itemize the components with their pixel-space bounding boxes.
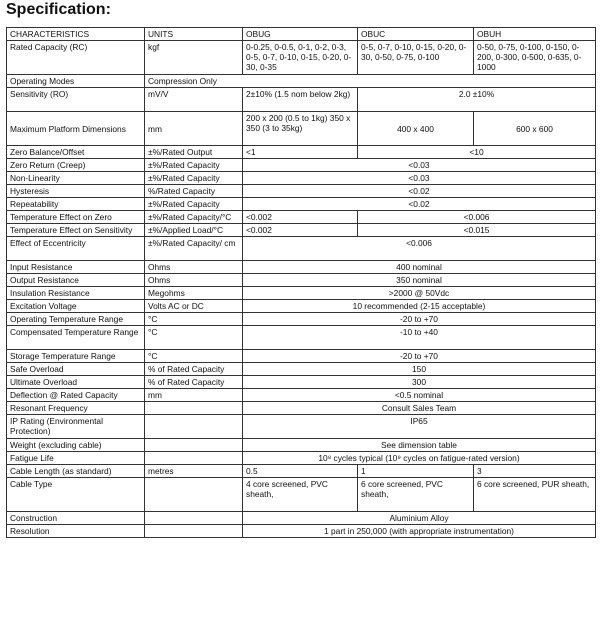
row-label: Weight (excluding cable) (7, 439, 145, 452)
row-value: 350 nominal (243, 274, 596, 287)
row-value: See dimension table (243, 439, 596, 452)
cell-obuh: 6 core screened, PUR sheath, (474, 478, 596, 512)
row-value: 400 nominal (243, 261, 596, 274)
row-unit: % of Rated Capacity (145, 376, 243, 389)
row-unit (145, 402, 243, 415)
row-unit (145, 452, 243, 465)
row-unit: °C (145, 350, 243, 363)
row-label: Temperature Effect on Zero (7, 211, 145, 224)
row-label: Output Resistance (7, 274, 145, 287)
cell-obug: <1 (243, 146, 358, 159)
row-unit: ±%/Rated Capacity (145, 159, 243, 172)
row-value: 150 (243, 363, 596, 376)
row-label: Temperature Effect on Sensitivity (7, 224, 145, 237)
row-value: <0.5 nominal (243, 389, 596, 402)
header-obuh: OBUH (474, 28, 596, 41)
row-unit: ±%/Rated Capacity/ cm (145, 237, 243, 261)
row-label: Maximum Platform Dimensions (7, 112, 145, 146)
cell-obuh: 600 x 600 (474, 112, 596, 146)
header-obug: OBUG (243, 28, 358, 41)
cell-obuc: 0-5, 0-7, 0-10, 0-15, 0-20, 0-30, 0-50, 0-75, 0-100 (358, 41, 474, 75)
row-unit: ±%/Rated Output (145, 146, 243, 159)
row-label: Zero Return (Creep) (7, 159, 145, 172)
cell-obug: <0.002 (243, 224, 358, 237)
row-value: 10⁸ cycles typical (10⁹ cycles on fatigue-rated version) (243, 452, 596, 465)
cell-obug: 0.5 (243, 465, 358, 478)
row-label: Fatigue Life (7, 452, 145, 465)
row-label: Input Resistance (7, 261, 145, 274)
table-row (7, 261, 596, 274)
row-label: Cable Length (as standard) (7, 465, 145, 478)
row-value: -10 to +40 (243, 326, 596, 350)
table-row (7, 172, 596, 185)
cell-obug: 4 core screened, PVC sheath, (243, 478, 358, 512)
row-label: Deflection @ Rated Capacity (7, 389, 145, 402)
row-unit: Ohms (145, 274, 243, 287)
row-label: Ultimate Overload (7, 376, 145, 389)
row-unit: %/Rated Capacity (145, 185, 243, 198)
cell-obuc: 1 (358, 465, 474, 478)
table-row (7, 363, 596, 376)
row-unit (145, 525, 243, 538)
row-label: Compensated Temperature Range (7, 326, 145, 350)
table-row (7, 88, 596, 112)
row-label: Zero Balance/Offset (7, 146, 145, 159)
row-label: Hysteresis (7, 185, 145, 198)
table-row (7, 478, 596, 512)
cell-obug: 2±10% (1.5 nom below 2kg) (243, 88, 358, 112)
cell-obug: <0.002 (243, 211, 358, 224)
table-row (7, 300, 596, 313)
row-value: -20 to +70 (243, 350, 596, 363)
table-row (7, 274, 596, 287)
row-value: Aluminium Alloy (243, 512, 596, 525)
row-label: Cable Type (7, 478, 145, 512)
row-label: Excitation Voltage (7, 300, 145, 313)
row-unit: mV/V (145, 88, 243, 112)
cell-obuc-obuh: <10 (358, 146, 596, 159)
row-label: Effect of Eccentricity (7, 237, 145, 261)
table-row (7, 75, 596, 88)
row-unit: Ohms (145, 261, 243, 274)
row-unit: °C (145, 326, 243, 350)
cell-obug: 200 x 200 (0.5 to 1kg) 350 x 350 (3 to 35kg) (243, 112, 358, 146)
row-unit (145, 512, 243, 525)
table-row (7, 211, 596, 224)
table-row (7, 376, 596, 389)
table-row (7, 185, 596, 198)
row-value: >2000 @ 50Vdc (243, 287, 596, 300)
table-row (7, 389, 596, 402)
table-row (7, 159, 596, 172)
row-label: Insulation Resistance (7, 287, 145, 300)
table-row (7, 525, 596, 538)
table-row (7, 452, 596, 465)
cell-obuc-obuh: <0.015 (358, 224, 596, 237)
header-obuc: OBUC (358, 28, 474, 41)
row-value: <0.006 (243, 237, 596, 261)
table-row (7, 415, 596, 439)
row-value: Consult Sales Team (243, 402, 596, 415)
table-row (7, 402, 596, 415)
row-label: Resonant Frequency (7, 402, 145, 415)
row-unit: ±%/Applied Load/°C (145, 224, 243, 237)
table-row (7, 287, 596, 300)
page-title: Specification: (6, 1, 111, 18)
row-label: IP Rating (Environmental Protection) (7, 415, 145, 439)
cell-obug: 0-0.25, 0-0.5, 0-1, 0-2, 0-3, 0-5, 0-7, 0-10, 0-15, 0-20, 0-30, 0-35 (243, 41, 358, 75)
row-unit: metres (145, 465, 243, 478)
row-label: Repeatability (7, 198, 145, 211)
row-value: <0.02 (243, 185, 596, 198)
table-row (7, 41, 596, 75)
row-unit (145, 439, 243, 452)
table-row (7, 465, 596, 478)
row-unit: Megohms (145, 287, 243, 300)
row-value: Compression Only (145, 75, 596, 88)
table-row (7, 326, 596, 350)
row-unit: kgf (145, 41, 243, 75)
row-unit: Volts AC or DC (145, 300, 243, 313)
cell-obuc-obuh: <0.006 (358, 211, 596, 224)
row-value: -20 to +70 (243, 313, 596, 326)
cell-obuh: 0-50, 0-75, 0-100, 0-150, 0-200, 0-300, 0-500, 0-635, 0-1000 (474, 41, 596, 75)
specification-table (6, 27, 596, 538)
table-row (7, 198, 596, 211)
header-characteristics: CHARACTERISTICS (7, 28, 145, 41)
row-label: Safe Overload (7, 363, 145, 376)
cell-obuc: 400 x 400 (358, 112, 474, 146)
row-unit: ±%/Rated Capacity (145, 172, 243, 185)
row-unit: °C (145, 313, 243, 326)
cell-obuc-obuh: 2.0 ±10% (358, 88, 596, 112)
row-value: <0.02 (243, 198, 596, 211)
row-unit (145, 415, 243, 439)
table-row (7, 439, 596, 452)
row-value: <0.03 (243, 159, 596, 172)
cell-obuh: 3 (474, 465, 596, 478)
row-value: 10 recommended (2-15 acceptable) (243, 300, 596, 313)
row-unit: mm (145, 112, 243, 146)
table-row (7, 237, 596, 261)
table-row (7, 112, 596, 146)
table-row (7, 512, 596, 525)
row-label: Resolution (7, 525, 145, 538)
row-label: Construction (7, 512, 145, 525)
row-label: Storage Temperature Range (7, 350, 145, 363)
row-label: Rated Capacity (RC) (7, 41, 145, 75)
table-row (7, 313, 596, 326)
table-row (7, 146, 596, 159)
row-unit (145, 478, 243, 512)
row-unit: ±%/Rated Capacity (145, 198, 243, 211)
row-value: 300 (243, 376, 596, 389)
row-label: Sensitivity (RO) (7, 88, 145, 112)
row-label: Non-Linearity (7, 172, 145, 185)
row-value: 1 part in 250,000 (with appropriate instrumentation) (243, 525, 596, 538)
header-row (7, 28, 596, 41)
row-label: Operating Temperature Range (7, 313, 145, 326)
cell-obuc: 6 core screened, PVC sheath, (358, 478, 474, 512)
row-unit: mm (145, 389, 243, 402)
row-value: <0.03 (243, 172, 596, 185)
header-units: UNITS (145, 28, 243, 41)
row-unit: ±%/Rated Capacity/°C (145, 211, 243, 224)
row-unit: % of Rated Capacity (145, 363, 243, 376)
table-row (7, 224, 596, 237)
table-row (7, 350, 596, 363)
row-value: IP65 (243, 415, 596, 439)
row-label: Operating Modes (7, 75, 145, 88)
